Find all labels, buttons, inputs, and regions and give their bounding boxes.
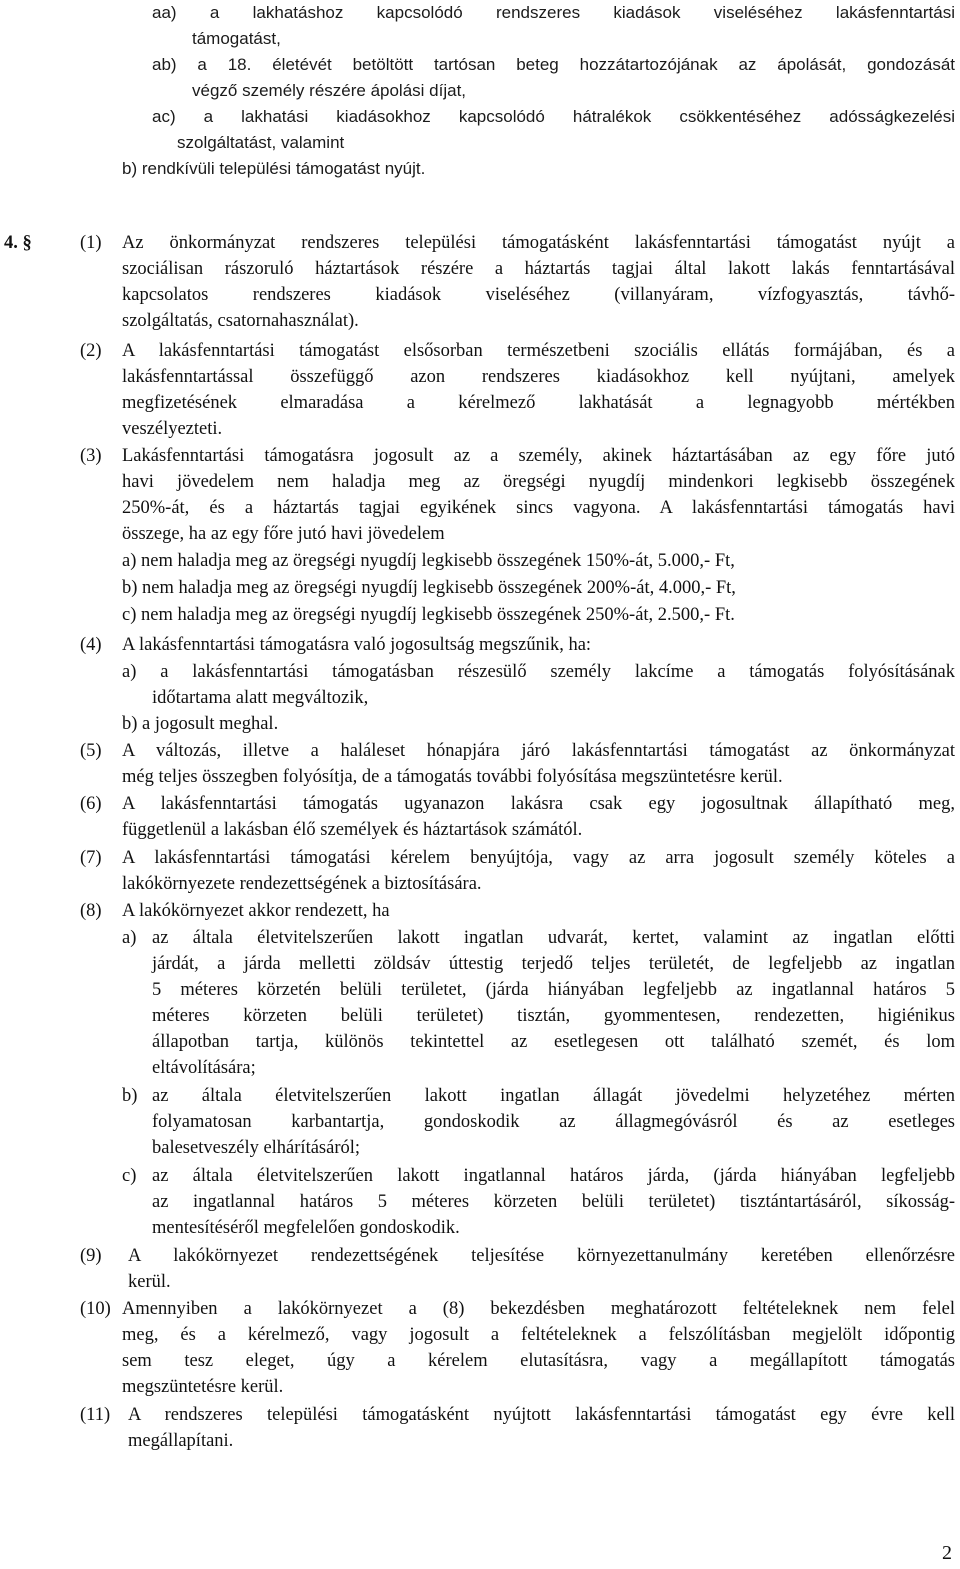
paragraph-3-line-3: 250%-át, és a háztartás tagjai egyikének sincs vagyona. A lakásfenntartási támogatás havi xyxy=(122,498,955,518)
paragraph-8-item-b-line-2: folyamatosan karbantartja, gondoskodik az állagmegóvásról és az esetleges xyxy=(152,1112,955,1132)
paragraph-8-item-c-line-2: az ingatlannal határos 5 méteres körzeten belüli területet) tisztántartásáról, síkosság- xyxy=(152,1192,955,1212)
paragraph-8-item-a-line-6: eltávolítására; xyxy=(152,1058,256,1078)
paragraph-4-item-a: a) a lakásfenntartási támogatásban részesülő személy lakcíme a támogatás folyósításának xyxy=(122,662,955,682)
paragraph-2-line-2: lakásfenntartással összefüggő azon rendszeres kiadásokhoz kell nyújtani, amelyek xyxy=(122,367,955,387)
paragraph-10-line-1: Amennyiben a lakókörnyezet a (8) bekezdésben meghatározott feltételeknek nem felel xyxy=(122,1299,955,1319)
paragraph-6-line-2: függetlenül a lakásban élő személyek és háztartások számától. xyxy=(122,820,583,840)
paragraph-10-line-3: sem tesz eleget, úgy a kérelem elutasításra, vagy a megállapított támogatás xyxy=(122,1351,955,1371)
list-item-aa: aa) a lakhatáshoz kapcsolódó rendszeres kiadások viseléséhez lakásfenntartási xyxy=(152,3,955,22)
paragraph-4-line-1: A lakásfenntartási támogatásra való jogosultság megszűnik, ha: xyxy=(122,635,592,655)
paragraph-8-item-a-line-1: az általa életvitelszerűen lakott ingatlan udvarát, kertet, valamint az ingatlan előtti xyxy=(152,928,955,948)
paragraph-8-item-a-line-5: állapotban tartja, különös tekintettel az esetlegesen ott található szemét, és lom xyxy=(152,1032,955,1052)
paragraph-10-line-4: megszüntetésre kerül. xyxy=(122,1377,284,1397)
paragraph-number-1: (1) xyxy=(80,233,102,253)
paragraph-7-line-1: A lakásfenntartási támogatási kérelem benyújtója, vagy az arra jogosult személy köteles a xyxy=(122,848,955,868)
paragraph-number-4: (4) xyxy=(80,635,102,655)
list-item-aa-cont: támogatást, xyxy=(192,29,281,48)
paragraph-2-line-1: A lakásfenntartási támogatást elsősorban természetbeni szociális ellátás formájában, és a xyxy=(122,341,955,361)
list-item-ac-cont: szolgáltatást, valamint xyxy=(177,133,345,152)
paragraph-3-item-a: a) nem haladja meg az öregségi nyugdíj legkisebb összegének 150%-át, 5.000,- Ft, xyxy=(122,551,735,571)
paragraph-4-item-a-cont: időtartama alatt megváltozik, xyxy=(152,688,369,708)
paragraph-8-item-c-label: c) xyxy=(122,1166,137,1186)
paragraph-number-9: (9) xyxy=(80,1246,102,1266)
paragraph-1-line-4: szolgáltatás, csatornahasználat). xyxy=(122,311,359,331)
paragraph-3-item-c: c) nem haladja meg az öregségi nyugdíj legkisebb összegének 250%-át, 2.500,- Ft. xyxy=(122,605,735,625)
paragraph-8-line-1: A lakókörnyezet akkor rendezett, ha xyxy=(122,901,390,921)
paragraph-2-line-3: megfizetésének elmaradása a kérelmező lakhatását a legnagyobb mértékben xyxy=(122,393,955,413)
paragraph-3-item-b: b) nem haladja meg az öregségi nyugdíj legkisebb összegének 200%-át, 4.000,- Ft, xyxy=(122,578,736,598)
paragraph-number-2: (2) xyxy=(80,341,102,361)
paragraph-11-line-2: megállapítani. xyxy=(128,1431,234,1451)
paragraph-1-line-1: Az önkormányzat rendszeres települési támogatásként lakásfenntartási támogatást nyújt a xyxy=(122,233,955,253)
paragraph-5-line-1: A változás, illetve a haláleset hónapjára járó lakásfenntartási támogatást az önkormányzat xyxy=(122,741,955,761)
paragraph-3-line-1: Lakásfenntartási támogatásra jogosult az a személy, akinek háztartásában az egy főre jutó xyxy=(122,446,955,466)
paragraph-9-line-2: kerül. xyxy=(128,1272,171,1292)
section-number: 4. § xyxy=(4,233,32,253)
paragraph-7-line-2: lakókörnyezete rendezettségének a biztosítására. xyxy=(122,874,482,894)
paragraph-number-3: (3) xyxy=(80,446,102,466)
paragraph-11-line-1: A rendszeres települési támogatásként nyújtott lakásfenntartási támogatást egy évre kell xyxy=(128,1405,955,1425)
paragraph-8-item-c-line-3: mentesítéséről megfelelően gondoskodik. xyxy=(152,1218,460,1238)
paragraph-8-item-a-line-2: járdát, a járda melletti zöldsáv úttestig terjedő teljes területét, de legfeljebb az ingatlan xyxy=(152,954,955,974)
paragraph-number-5: (5) xyxy=(80,741,102,761)
paragraph-number-8: (8) xyxy=(80,901,102,921)
paragraph-10-line-2: meg, és a kérelmező, vagy jogosult a feltételeknek a felszólításban megjelölt időpontig xyxy=(122,1325,955,1345)
paragraph-1-line-2: szociálisan rászoruló háztartások részére a háztartás tagjai által lakott lakás fenntartásával xyxy=(122,259,955,279)
paragraph-8-item-c-line-1: az általa életvitelszerűen lakott ingatlannal határos járda, (járda hiányában legfeljebb xyxy=(152,1166,955,1186)
paragraph-number-10: (10) xyxy=(80,1299,111,1319)
paragraph-6-line-1: A lakásfenntartási támogatás ugyanazon lakásra csak egy jogosultnak állapítható meg, xyxy=(122,794,955,814)
paragraph-number-6: (6) xyxy=(80,794,102,814)
paragraph-8-item-a-label: a) xyxy=(122,928,137,948)
paragraph-8-item-a-line-3: 5 méteres körzetén belüli területet, (járda hiányában legfeljebb az ingatlannal határos 5 xyxy=(152,980,955,1000)
paragraph-1-line-3: kapcsolatos rendszeres kiadások viseléséhez (villanyáram, vízfogyasztás, távhő- xyxy=(122,285,955,305)
paragraph-8-item-b-label: b) xyxy=(122,1086,138,1106)
paragraph-8-item-b-line-3: balesetveszély elhárításáról; xyxy=(152,1138,361,1158)
paragraph-4-item-b: b) a jogosult meghal. xyxy=(122,714,279,734)
paragraph-9-line-1: A lakókörnyezet rendezettségének teljesítése környezettanulmány keretében ellenőrzésre xyxy=(128,1246,955,1266)
list-item-ac: ac) a lakhatási kiadásokhoz kapcsolódó hátralékok csökkentéséhez adósságkezelési xyxy=(152,107,955,126)
paragraph-8-item-a-line-4: méteres körzeten belüli területet) tisztán, gyommentesen, rendezetten, higiénikus xyxy=(152,1006,955,1026)
list-item-ab-cont: végző személy részére ápolási díjat, xyxy=(192,81,467,100)
paragraph-3-line-2: havi jövedelem nem haladja meg az öregségi nyugdíj mindenkori legkisebb összegének xyxy=(122,472,955,492)
paragraph-2-line-4: veszélyezteti. xyxy=(122,419,223,439)
paragraph-5-line-2: még teljes összegben folyósítja, de a támogatás további folyósítása megszüntetésre kerül. xyxy=(122,767,783,787)
paragraph-3-line-4: összege, ha az egy főre jutó havi jövedelem xyxy=(122,524,445,544)
page-number: 2 xyxy=(942,1542,952,1564)
paragraph-8-item-b-line-1: az általa életvitelszerűen lakott ingatlan állagát jövedelmi helyzetéhez mérten xyxy=(152,1086,955,1106)
paragraph-number-7: (7) xyxy=(80,848,102,868)
list-item-b: b) rendkívüli települési támogatást nyújt. xyxy=(122,159,426,178)
paragraph-number-11: (11) xyxy=(80,1405,111,1425)
list-item-ab: ab) a 18. életévét betöltött tartósan beteg hozzátartozójának az ápolását, gondozását xyxy=(152,55,955,74)
